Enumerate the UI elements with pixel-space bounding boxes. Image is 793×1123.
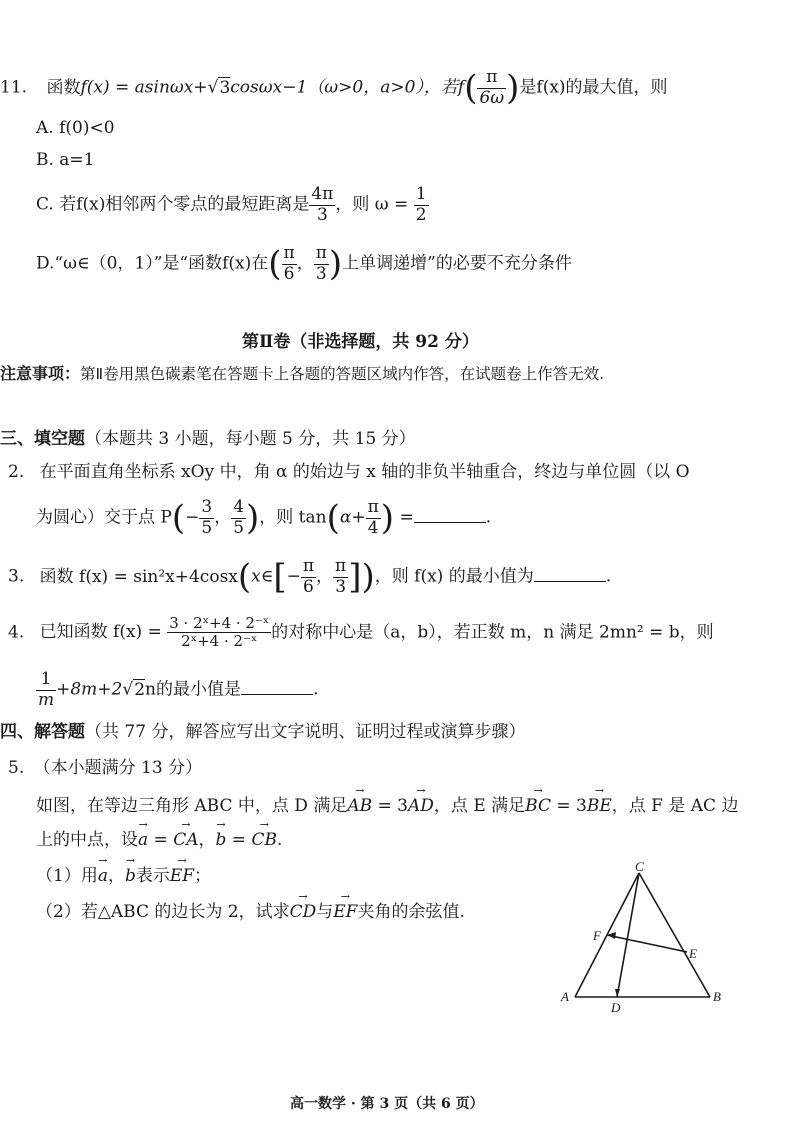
q14-line2 bbox=[36, 670, 318, 710]
q11-frac bbox=[477, 68, 506, 108]
q14-sqrt: √ bbox=[122, 679, 134, 700]
q15-p2a: （2）若△ABC 的边长为 2，试求 bbox=[36, 902, 290, 922]
vec-ef: → EF bbox=[333, 902, 357, 922]
q14-pre: 已知函数 f(x) = bbox=[39, 622, 162, 643]
q14-mid: +8m+2 bbox=[56, 679, 123, 700]
q11-option-d bbox=[36, 244, 572, 284]
frac-num: 1 bbox=[415, 184, 427, 204]
part2-title: 第Ⅱ卷（非选择题，共 92 分） bbox=[242, 332, 479, 352]
d-post: 上单调递增”的必要不充分条件 bbox=[342, 253, 572, 274]
q15-p1d: ； bbox=[194, 866, 212, 886]
q13-line bbox=[8, 557, 611, 597]
vec-ab: → AB bbox=[347, 796, 372, 816]
q12-line2 bbox=[36, 498, 491, 538]
paren-r: ) bbox=[506, 68, 520, 109]
label-d: D bbox=[611, 1000, 621, 1015]
paren-r: ) bbox=[361, 557, 375, 598]
vec-b: → b bbox=[216, 830, 227, 850]
vec-bc: → BC bbox=[525, 796, 551, 816]
q14-l2-post: n的最小值是 bbox=[145, 679, 241, 700]
frac-den: m bbox=[38, 689, 55, 710]
q11-three: 3 bbox=[219, 77, 231, 98]
q11-option-b: B. a=1 bbox=[36, 150, 95, 170]
q14-frac bbox=[167, 615, 271, 651]
frac-num: 3 · 2ˣ+4 · 2⁻ˣ bbox=[169, 614, 270, 632]
q13-post: ，则 f(x) 的最小值为 bbox=[374, 566, 534, 587]
q15-l2a: 上的中点，设 bbox=[36, 830, 138, 850]
paren-r: ) bbox=[380, 498, 395, 539]
q12-frac2 bbox=[231, 498, 246, 538]
q15-l1c: ，点 E 满足 bbox=[433, 796, 526, 816]
notice-label: 注意事项： bbox=[0, 364, 81, 383]
vec-be: → BE bbox=[587, 796, 612, 816]
vec-cd: → CD bbox=[290, 902, 317, 922]
frac-den: 5 bbox=[201, 517, 213, 538]
section4-title: 四、解答题 bbox=[0, 722, 85, 742]
q15-l2e: . bbox=[276, 830, 283, 850]
q15-line2 bbox=[36, 830, 282, 850]
frac-den: 3 bbox=[335, 576, 347, 597]
q15-header bbox=[8, 758, 202, 778]
frac-num: π bbox=[283, 243, 295, 263]
q15-l1e: ，点 F 是 AC 边 bbox=[611, 796, 739, 816]
paren-l: ( bbox=[268, 244, 282, 285]
bracket-r: ] bbox=[348, 557, 362, 598]
q11-post: 是f(x)的最大值，则 bbox=[519, 77, 668, 98]
frac-den: 2 bbox=[415, 204, 427, 225]
q12-post: = bbox=[394, 507, 414, 528]
segment-fe bbox=[607, 935, 687, 952]
q11-eq2: cosωx−1（ω>0，a>0），若 bbox=[230, 77, 458, 98]
side-bc bbox=[639, 873, 710, 997]
q13-in: x∈ bbox=[251, 566, 274, 587]
notice-text: 第Ⅱ卷用黑色碳素笔在答题卡上各题的答题区域内作答，在试题卷上作答无效. bbox=[80, 365, 605, 383]
q13-number: 3. bbox=[8, 566, 25, 587]
frac-den: 3 bbox=[315, 263, 327, 284]
q15-part2 bbox=[36, 902, 465, 922]
q12-text1: 在平面直角坐标系 xOy 中，角 α 的始边与 x 轴的非负半轴重合，终边与单位圆（以 O bbox=[39, 462, 690, 482]
q14-answer-blank bbox=[241, 680, 313, 695]
q11-f: f(x) bbox=[80, 77, 110, 98]
q15-l1b: = 3 bbox=[372, 796, 408, 816]
q15-number: 5. bbox=[8, 758, 25, 778]
q12-sep: ， bbox=[214, 507, 232, 528]
c-mid: ，则 ω = bbox=[335, 194, 409, 215]
section3-detail: （本题共 3 小题，每小题 5 分，共 15 分） bbox=[85, 429, 416, 449]
q15-l2c: ， bbox=[198, 830, 216, 850]
label-c: C bbox=[635, 860, 644, 874]
q11-pre: 函数 bbox=[46, 77, 81, 98]
q13-frac2 bbox=[333, 557, 348, 597]
q11-option-c bbox=[36, 185, 429, 225]
q11-eq: = asinωx+ bbox=[109, 77, 208, 98]
paren-l: ( bbox=[464, 68, 478, 109]
section4-detail: （共 77 分，解答应写出文字说明、证明过程或演算步骤） bbox=[85, 722, 526, 742]
q12-alpha: α+ bbox=[339, 507, 366, 528]
vec-b: → b bbox=[125, 866, 136, 886]
vec-ad: → AD bbox=[408, 796, 434, 816]
frac-num: π bbox=[335, 556, 347, 576]
frac-num: 4 bbox=[233, 497, 245, 517]
q13-end: . bbox=[605, 566, 612, 587]
q15-line1 bbox=[36, 796, 738, 816]
q13-pre: 函数 f(x) = sin²x+4cosx bbox=[39, 566, 238, 587]
frac-num: π bbox=[367, 497, 379, 517]
vec-a: → a bbox=[138, 830, 148, 850]
q14-number: 4. bbox=[8, 622, 25, 643]
q15-p2b: 与 bbox=[316, 902, 334, 922]
frac-num: 1 bbox=[36, 670, 56, 691]
q15-p1a: （1）用 bbox=[36, 866, 98, 886]
q11-option-a: A. f(0)<0 bbox=[36, 118, 115, 138]
frac-den: 5 bbox=[233, 517, 245, 538]
frac-den: 3 bbox=[316, 204, 328, 225]
label-e: E bbox=[689, 946, 697, 961]
segment-cd bbox=[617, 873, 639, 997]
section3-heading bbox=[0, 429, 416, 449]
q13-neg: − bbox=[286, 566, 301, 587]
q12-neg: − bbox=[185, 507, 200, 528]
q13-answer-blank bbox=[534, 567, 606, 582]
q14-end: . bbox=[313, 679, 319, 700]
d-frac2 bbox=[314, 244, 329, 284]
frac-den: 6 bbox=[283, 263, 295, 284]
c-pre: C. 若f(x)相邻两个零点的最短距离是 bbox=[36, 194, 310, 215]
q15-part1 bbox=[36, 866, 211, 886]
q15-p1c: 表示 bbox=[135, 866, 170, 886]
vec-a: → a bbox=[98, 866, 108, 886]
q11-ff: f bbox=[457, 77, 465, 98]
q12-end: . bbox=[485, 507, 492, 528]
c-ans-frac bbox=[414, 185, 429, 225]
section3-title: 三、填空题 bbox=[0, 429, 85, 449]
triangle-figure bbox=[555, 860, 735, 1020]
q15-header-text: （本小题满分 13 分） bbox=[33, 758, 203, 778]
frac-num: 4π bbox=[311, 184, 334, 204]
label-f: F bbox=[593, 928, 601, 943]
q12-frac3 bbox=[366, 498, 381, 538]
q13-sep: ， bbox=[316, 566, 334, 587]
d-pre: D.“ω∈（0，1）”是“函数f(x)在 bbox=[36, 253, 269, 274]
q15-l1a: 如图，在等边三角形 ABC 中，点 D 满足 bbox=[36, 796, 348, 816]
vec-ef: → EF bbox=[170, 866, 194, 886]
page-footer: 高一数学 · 第 3 页（共 6 页） bbox=[290, 1096, 484, 1112]
q15-p2c: 夹角的余弦值. bbox=[357, 902, 465, 922]
q13-frac1 bbox=[301, 557, 316, 597]
q12-number: 2. bbox=[8, 462, 25, 482]
q14-frac2 bbox=[36, 670, 56, 710]
paren-l: ( bbox=[237, 557, 252, 598]
label-a: A bbox=[561, 989, 569, 1004]
section4-heading bbox=[0, 722, 525, 742]
q14-post: 的对称中心是（a，b），若正数 m，n 满足 2mn² = b，则 bbox=[271, 622, 714, 643]
q15-l2b: = bbox=[148, 830, 174, 850]
vec-ca: → CA bbox=[173, 830, 198, 850]
q14-line1 bbox=[8, 615, 714, 651]
q15-l1d: = 3 bbox=[550, 796, 587, 816]
q15-l2d: = bbox=[226, 830, 252, 850]
part2-notice bbox=[0, 364, 604, 384]
q12-mid: ，则 tan bbox=[259, 507, 327, 528]
paren-l: ( bbox=[171, 498, 186, 539]
paren-r: ) bbox=[246, 498, 260, 539]
label-b: B bbox=[713, 989, 721, 1004]
q14-two: 2 bbox=[134, 679, 146, 700]
q12-answer-blank bbox=[414, 508, 486, 523]
q11-number: 11. bbox=[0, 77, 28, 98]
bracket-l: [ bbox=[273, 557, 287, 598]
q12-frac1 bbox=[199, 498, 214, 538]
frac-den: 6ω bbox=[479, 87, 505, 108]
d-sep: ， bbox=[296, 253, 314, 274]
q15-p1b: ， bbox=[107, 866, 125, 886]
q11-stem bbox=[0, 68, 668, 108]
q12-line1 bbox=[8, 462, 690, 482]
frac-num: π bbox=[315, 243, 327, 263]
vec-cb: → CB bbox=[251, 830, 277, 850]
d-frac1 bbox=[282, 244, 297, 284]
frac-den: 2ˣ+4 · 2⁻ˣ bbox=[181, 632, 258, 651]
frac-num: π bbox=[302, 556, 315, 576]
q11-sqrt: √ bbox=[207, 77, 219, 98]
paren-r: ) bbox=[328, 244, 343, 285]
c-frac bbox=[309, 185, 335, 225]
paren-l: ( bbox=[326, 498, 340, 539]
q12-pre: 为圆心）交于点 P bbox=[36, 507, 172, 528]
frac-den: 4 bbox=[367, 517, 379, 538]
frac-num: π bbox=[477, 68, 506, 89]
frac-num: 3 bbox=[201, 497, 213, 517]
frac-den: 6 bbox=[303, 576, 314, 597]
